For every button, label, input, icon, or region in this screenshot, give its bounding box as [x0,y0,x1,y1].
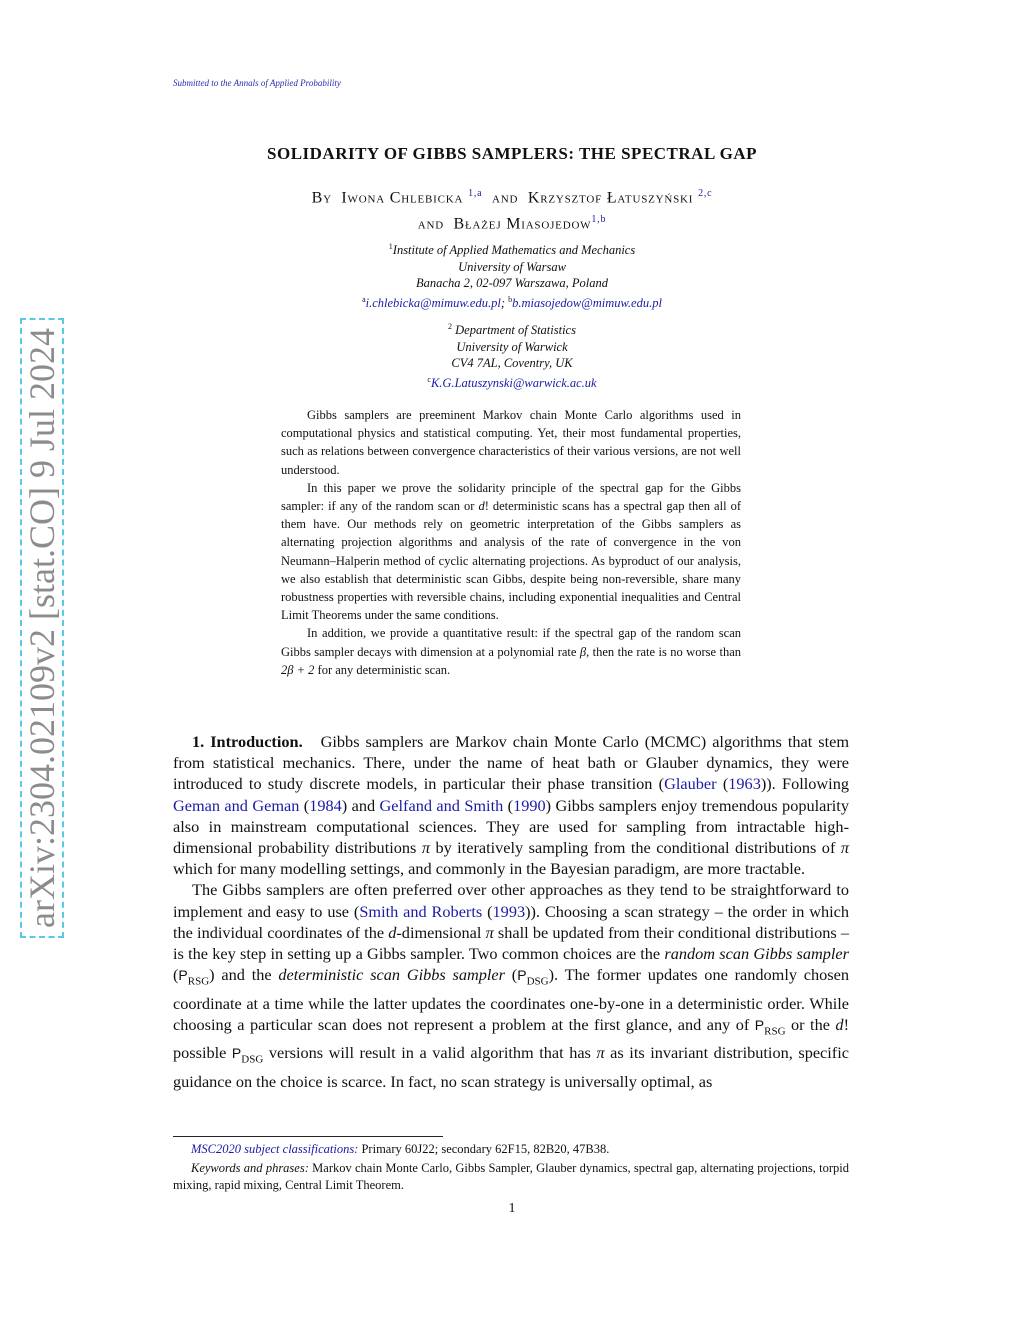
affil-number: 1 [388,242,393,251]
keywords-label: Keywords and phrases: [191,1161,309,1175]
body-paragraph: 1. Introduction. Gibbs samplers are Markov chain Monte Carlo (MCMC) algorithms that stem from statistical mechanics. There, under the name of heat bath or Glauber dynamics, they were introduced to study discrete models, in particular their phase transition (Glauber (1963)). Following Geman and Geman (1984) and Gelfand and Smith (1990) Gibbs samplers enjoy tremendous popularity also in mainstream computational sciences. They are used for sampling from intractable high-dimensional probability distributions π by iteratively sampling from the conditional distributions of π which for many modelling settings, and commonly in the Bayesian paradigm, are more tractable. [173,732,849,879]
affil-line: Banacha 2, 02-097 Warszawa, Poland [416,276,608,291]
math-symbol: π [485,922,494,942]
msc-link[interactable]: MSC2020 subject classifications: [191,1142,359,1156]
affiliation-1 [0,239,1024,311]
author-affil-mark[interactable]: 1,a [468,188,483,199]
affil-line: University of Warsaw [458,259,566,274]
citation-year-link[interactable]: 1990 [513,795,546,815]
citation-link[interactable]: Geman and Geman [173,795,300,815]
citation-link[interactable]: Gelfand and Smith [379,795,504,815]
footnote-rule [173,1136,443,1137]
affil-line: Department of Statistics [455,323,576,338]
citation-year-link[interactable]: 1963 [728,774,761,794]
body-text: ! possible [173,1014,849,1063]
body-text: by iteratively sampling from the conditional distributions of [429,838,841,858]
math-subscript: RSG [764,1025,786,1038]
body-text: or the [785,1014,836,1034]
footnote-keywords [173,1160,849,1194]
citation-year-link[interactable]: 1993 [492,901,526,921]
math-formula: 2β + 2 [281,662,315,677]
abstract-text: , then the rate is no worse than [586,644,741,659]
author-name: Błażej Miasojedow [453,215,592,233]
author-affil-mark[interactable]: 1,b [591,214,607,226]
affil-line: Institute of Applied Mathematics and Mechanics [392,243,636,258]
body-text: )). Following [760,774,849,794]
author-line-1 [0,183,1024,209]
body-text: which for many modelling settings, and commonly in the Bayesian paradigm, are more tractable. [173,859,806,879]
body-text: The Gibbs samplers are often preferred over other approaches as they tend to be straightforward to implement and easy to use ( [173,880,849,921]
abstract [281,406,741,679]
section-heading: 1. Introduction. [192,732,303,751]
abstract-paragraph [281,479,741,625]
abstract-text: ! deterministic scans has a spectral gap then all of them have. Our methods rely on geometric interpretation of the Gibbs samplers as alternating projection algorithms and analysis of the rate of convergence in the von Neumann–Halperin method of cyclic alternating projections. As byproduct of our analysis, we also establish that deterministic scan Gibbs, despite being non-reversible, share many robustness properties with reversible chains, including exponential inequalities and Central Limit Theorems under the same conditions. [281,499,741,623]
email-link[interactable]: i.chlebicka@mimuw.edu.pl [365,295,501,310]
body-text: Gibbs samplers are Markov chain Monte Carlo (MCMC) algorithms that stem from statistical mechanics. There, under the name of heat bath or Glauber dynamics, they were introduced to study discrete models, in particular their phase transition ( [173,732,849,794]
math-subscript: RSG [187,975,210,988]
affil-line: University of Warwick [456,339,568,354]
body-text: )). Choosing a scan strategy – the order in which the individual coordinates of the [173,901,850,942]
math-symbol: π [596,1043,605,1063]
footnote-msc [173,1141,849,1158]
body-text: -dimensional [396,922,486,942]
citation-year-link[interactable]: 1984 [309,795,342,815]
body-text: as its invariant distribution, specific guidance on the choice is scarce. In fact, no scan strategy is universally optimal, as [173,1043,849,1091]
math-symbol: β [579,644,587,659]
math-subscript: DSG [241,1053,264,1066]
term-emphasis: random scan Gibbs sampler [664,944,849,964]
abstract-text: In this paper we prove the solidarity principle of the spectral gap for the Gibbs sampler: if any of the random scan or [281,480,741,514]
email-label: c [427,374,431,384]
email-label: a [362,294,366,304]
email-separator: ; [500,295,505,310]
paper-title: SOLIDARITY OF GIBBS SAMPLERS: THE SPECTRAL GAP [267,144,757,163]
author-name: Krzysztof Łatuszyński [527,189,694,207]
math-symbol: P [231,1045,242,1062]
abstract-text: for any deterministic scan. [314,662,451,677]
body-text: ) Gibbs samplers enjoy tremendous popularity also in mainstream computational sciences. They are used for sampling from intractable high-dimensional probability distributions [173,795,849,858]
body-text: versions will result in a valid algorithm that has [263,1043,597,1063]
math-symbol: d [835,1014,844,1034]
citation-link[interactable]: Glauber [664,774,717,794]
author-name: Iwona Chlebicka [341,189,464,207]
and-word: and [417,215,444,233]
math-symbol: π [421,838,430,858]
affil-number: 2 [448,322,453,331]
citation-link[interactable]: Smith and Roberts [359,901,483,921]
body-text: and the [214,965,279,985]
abstract-text: Gibbs samplers are preeminent Markov chain Monte Carlo algorithms used in computational physics and statistical computing. Yet, their most fundamental properties, such as relations between convergence characteristics of their various versions, are not well understood. [281,408,741,477]
body-paragraph: The Gibbs samplers are often preferred over other approaches as they tend to be straightforward to implement and easy to use (Smith and Roberts (1993)). Choosing a scan strategy – the order in which the individual coordinates of the d-dimensional π shall be updated from their conditional distributions – is the key step in setting up a Gibbs sampler. Two common choices are the random scan Gibbs sampler $(P_{RSG})$ and the deterministic scan Gibbs sampler $(P_{DSG})$. The former updates one randomly chosen coordinate at a time while the latter updates the coordinates one-by-one in a deterministic order. While choosing a particular scan does not represent a problem at the first glance, and any of $P_{RSG}$ or the d! possible $P_{DSG}$ versions will result in a valid algorithm that has π as its invariant distribution, specific guidance on the choice is scarce. In fact, no scan strategy is universally optimal, as [173,880,850,1091]
email-link[interactable]: b.miasojedow@mimuw.edu.pl [512,295,662,310]
affiliation-2 [0,319,1024,391]
msc-text: Primary 60J22; secondary 62F15, 82B20, 47B38. [358,1142,610,1156]
email-label: b [508,294,513,304]
abstract-text: In addition, we provide a quantitative result: if the spectral gap of the random scan Gibbs sampler decays with dimension at a polynomial rate [281,626,741,659]
author-line-2 [0,209,1024,235]
abstract-paragraph [281,624,741,679]
body-text: ). The former updates one randomly chosen coordinate at a time while the latter updates the coordinates one-by-one in a deterministic order. While choosing a particular scan does not represent a problem at the first glance, and any of [173,965,850,1034]
introduction-section [173,731,849,1092]
keywords-text: Markov chain Monte Carlo, Gibbs Sampler, Glauber dynamics, spectral gap, alternating projections, torpid mixing, rapid mixing, Central Limit Theorem. [173,1161,849,1192]
and-word: and [492,189,519,207]
math-symbol: P [178,967,188,984]
term-emphasis: deterministic scan Gibbs sampler [278,965,505,985]
by-word: By [311,189,332,207]
math-symbol: P [517,967,527,984]
journal-header-note: Submitted to the Annals of Applied Probability [173,78,341,88]
abstract-paragraph [281,406,741,479]
author-block [0,183,1024,236]
email-link[interactable]: K.G.Latuszynski@warwick.ac.uk [430,375,597,390]
math-symbol: P [754,1016,765,1033]
arxiv-stamp-text: arXiv:2304.02109v2 [stat.CO] 9 Jul 2024 [20,318,64,938]
math-subscript: DSG [526,975,549,988]
body-text: shall be updated from their conditional distributions – is the key step in setting up a Gibbs sampler. Two common choices are the [173,922,850,964]
affil-line: CV4 7AL, Coventry, UK [451,356,573,371]
math-symbol: d [388,922,397,942]
author-affil-mark[interactable]: 2,c [698,188,713,199]
math-symbol: π [840,838,849,858]
body-text: ) and [341,795,380,815]
page-number: 1 [508,1201,516,1216]
math-symbol: d [478,499,485,514]
